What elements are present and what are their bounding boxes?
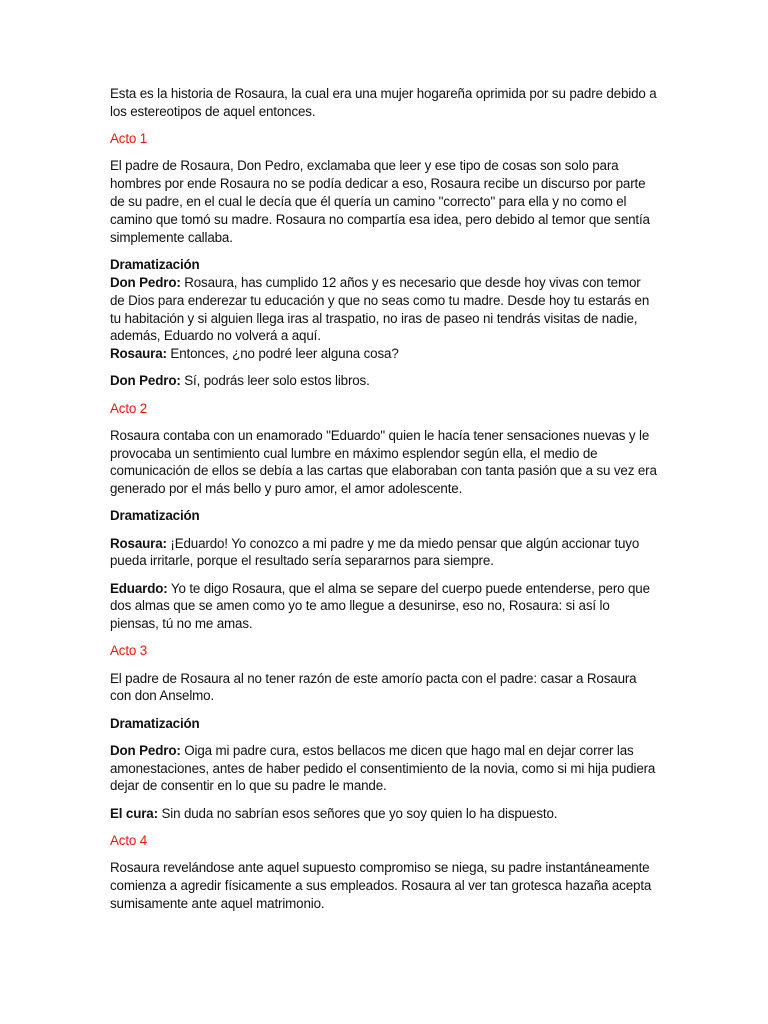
acto-4-narrative: Rosaura revelándose ante aquel supuesto compromiso se niega, su padre instantáneamente comienza a agredir físicamente a sus empleados. Rosaura al ver tan grotesca hazaña acepta sumisamente ante aquel matrimonio. — [110, 859, 652, 911]
dialogue-text: Sin duda no sabrían esos señores que yo soy quien lo ha dispuesto. — [157, 805, 558, 821]
acto-1-narrative: El padre de Rosaura, Don Pedro, exclamaba que leer y ese tipo de cosas son solo para hombres por ende Rosaura no se podía dedicar a eso, Rosaura recibe un discurso por parte de su padre, en el cual le decía que él quería un camino "correcto" para ella y no como el camino que tomó su madre. Rosaura no compartía esa idea, pero debido al temor que sentía simplemente callaba. — [110, 158, 650, 245]
speaker-name: Rosaura: — [110, 346, 167, 362]
dialogue-text: Yo te digo Rosaura, que el alma se separe del cuerpo puede entenderse, pero que dos almas que se amen como yo te amo llegue a desunirse, eso no, Rosaura: si así lo piensas, tú no me amas. — [110, 580, 650, 632]
speaker-name: Don Pedro: — [110, 373, 181, 389]
intro-paragraph: Esta es la historia de Rosaura, la cual era una mujer hogareña oprimida por su padre debido a los estereotipos de aquel entonces. — [110, 86, 657, 119]
acto-3-heading: Acto 3 — [110, 643, 148, 659]
dialogue-line — [110, 345, 658, 363]
dialogue-text: Oiga mi padre cura, estos bellacos me dicen que hago mal en dejar correr las amonestaciones, antes de haber pedido el consentimiento de la novia, como si mi hija pudiera dejar de consentir en lo que su padre le mande. — [110, 742, 656, 794]
dialogue-line — [110, 274, 658, 346]
acto-3-narrative: El padre de Rosaura al no tener razón de este amorío pacta con el padre: casar a Rosaura con don Anselmo. — [110, 670, 637, 704]
dialogue-line — [110, 535, 658, 571]
dialogue-text: ¡Eduardo! Yo conozco a mi padre y me da miedo pensar que algún accionar tuyo pueda irritarle, porque el resultado sería separarnos para siempre. — [110, 535, 640, 569]
dialogue-line — [110, 742, 658, 796]
dialogue-text: Sí, podrás leer solo estos libros. — [180, 373, 370, 389]
dialogue-text: Entonces, ¿no podré leer alguna cosa? — [166, 346, 399, 362]
dialogue-line — [110, 372, 658, 390]
dialogue-text: Rosaura, has cumplido 12 años y es necesario que desde hoy vivas con temor de Dios para enderezar tu educación y que no seas como tu madre. Desde hoy tu estarás en tu habitación y si alguien llega iras al traspatio, no iras de paseo ni tendrás visitas de nadie, además, Eduardo no volverá a aquí. — [110, 274, 650, 344]
speaker-name: Don Pedro: — [110, 274, 181, 290]
acto-2-narrative: Rosaura contaba con un enamorado "Eduardo" quien le hacía tener sensaciones nuevas y le provocaba un sentimiento cual lumbre en máximo esplendor según ella, el medio de comunicación de ellos se debía a las cartas que elaboraban con tanta pasión que a su vez era generado por el más bello y puro amor, el amor adolescente. — [110, 427, 657, 497]
speaker-name: Rosaura: — [110, 535, 167, 551]
speaker-name: Don Pedro: — [110, 742, 181, 758]
acto-4-heading: Acto 4 — [110, 832, 148, 848]
dialogue-line — [110, 805, 658, 823]
dialogue-line — [110, 580, 658, 634]
acto-1-heading: Acto 1 — [110, 131, 148, 146]
acto-2-dramatization-label: Dramatización — [110, 508, 200, 524]
speaker-name: El cura: — [110, 805, 158, 821]
acto-1-dramatization-label: Dramatización — [110, 256, 200, 272]
acto-2-heading: Acto 2 — [110, 400, 148, 416]
speaker-name: Eduardo: — [110, 580, 168, 596]
acto-3-dramatization-label: Dramatización — [110, 715, 200, 731]
